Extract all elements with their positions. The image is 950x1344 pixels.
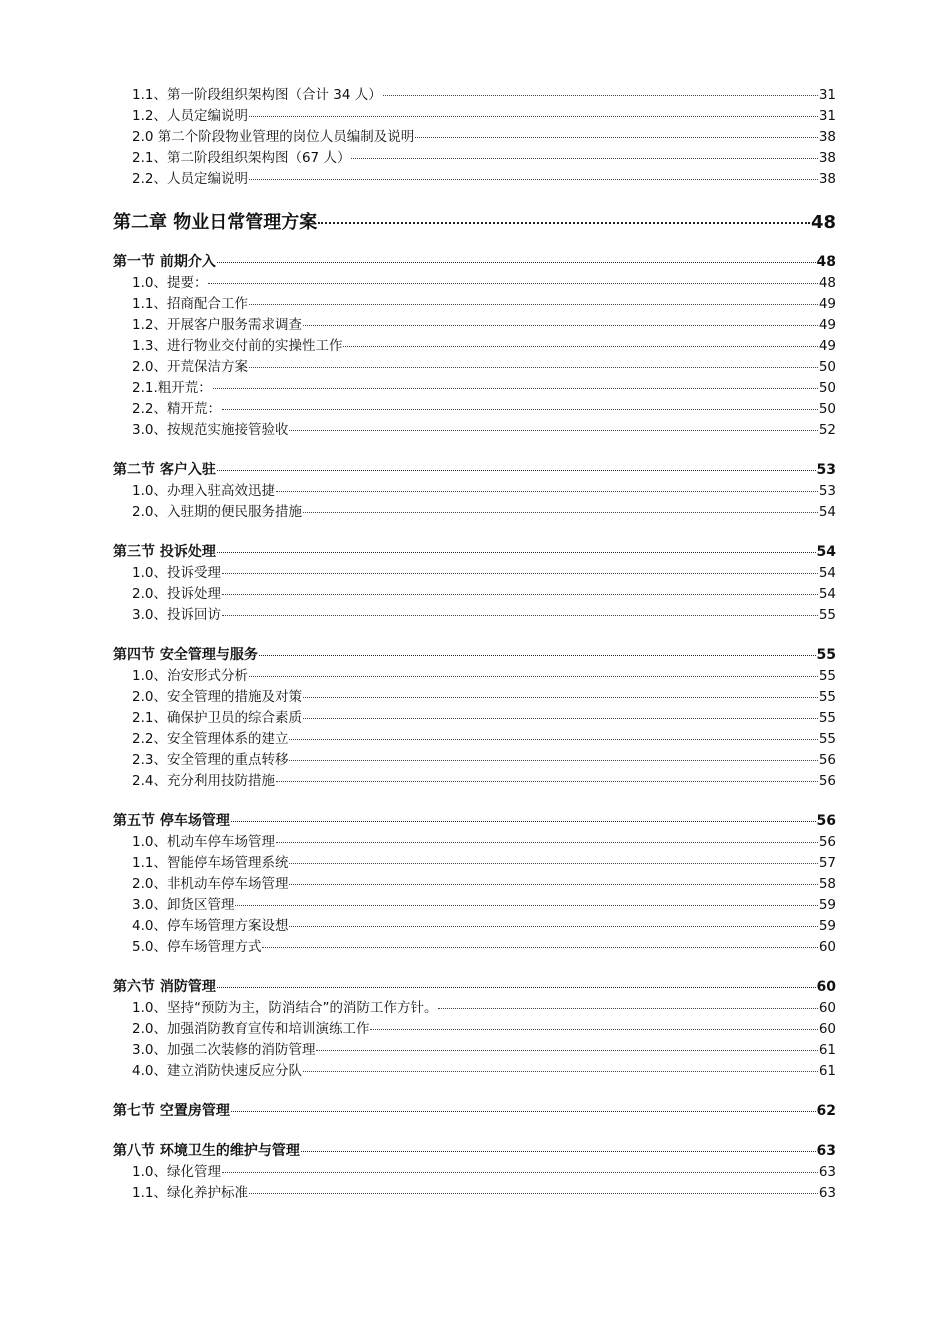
- toc-entry-page-number: 55: [818, 689, 836, 705]
- dot-leader: [438, 1007, 817, 1009]
- toc-entry-page-number: 60: [818, 939, 836, 955]
- toc-entry-label: 1.0、治安形式分析: [132, 668, 248, 684]
- toc-entry-page-number: 56: [818, 752, 836, 768]
- dot-leader: [249, 115, 818, 117]
- toc-entry-label: 2.0、安全管理的措施及对策: [132, 689, 302, 705]
- toc-chapter-entry[interactable]: [113, 208, 836, 238]
- toc-section-entry[interactable]: [113, 252, 836, 273]
- toc-section-entry[interactable]: [113, 1141, 836, 1162]
- dot-leader: [303, 511, 818, 513]
- toc-subentry[interactable]: [113, 1040, 836, 1061]
- toc-entry-page-number: 57: [818, 855, 836, 871]
- dot-leader: [249, 675, 818, 677]
- toc-entry-label: 2.0 第二个阶段物业管理的岗位人员编制及说明: [132, 129, 415, 145]
- toc-entry-label: 2.0、入驻期的便民服务措施: [132, 504, 302, 520]
- toc-entry-page-number: 53: [816, 462, 836, 478]
- toc-subentry[interactable]: [113, 399, 836, 420]
- dot-leader: [415, 136, 818, 138]
- toc-entry-page-number: 48: [816, 254, 836, 270]
- dot-leader: [217, 551, 816, 553]
- dot-leader: [208, 282, 817, 284]
- toc-entry-page-number: 55: [818, 668, 836, 684]
- toc-entry-label: 1.0、投诉受理: [132, 565, 221, 581]
- toc-entry-page-number: 53: [818, 483, 836, 499]
- dot-leader: [259, 654, 816, 656]
- toc-entry-label: 第六节 消防管理: [113, 979, 216, 995]
- dot-leader: [222, 593, 818, 595]
- toc-subentry[interactable]: [113, 481, 836, 502]
- toc-entry-page-number: 55: [818, 710, 836, 726]
- toc-subentry[interactable]: [113, 750, 836, 771]
- toc-entry-page-number: 38: [818, 129, 836, 145]
- toc-subentry[interactable]: [113, 315, 836, 336]
- toc-entry-page-number: 49: [818, 317, 836, 333]
- dot-leader: [213, 387, 818, 389]
- dot-leader: [249, 303, 818, 305]
- toc-entry-label: 2.1.粗开荒：: [132, 380, 212, 396]
- dot-leader: [303, 717, 818, 719]
- toc-section-entry[interactable]: [113, 811, 836, 832]
- toc-entry-page-number: 50: [818, 401, 836, 417]
- toc-entry-label: 第五节 停车场管理: [113, 813, 230, 829]
- toc-entry-page-number: 60: [818, 1021, 836, 1037]
- toc-entry-label: 第三节 投诉处理: [113, 544, 216, 560]
- dot-leader: [316, 1049, 817, 1051]
- toc-entry-label: 1.0、坚持“预防为主，防消结合”的消防工作方针。: [132, 1000, 438, 1016]
- toc-entry-label: 1.1、智能停车场管理系统: [132, 855, 289, 871]
- toc-subentry[interactable]: [113, 895, 836, 916]
- toc-entry-page-number: 31: [818, 108, 836, 124]
- dot-leader: [276, 841, 818, 843]
- toc-entry-page-number: 48: [818, 275, 836, 291]
- toc-entry-label: 2.1、第二阶段组织架构图（67 人）: [132, 150, 351, 166]
- toc-entry-page-number: 38: [818, 171, 836, 187]
- toc-entry-page-number: 50: [818, 380, 836, 396]
- toc-entry-label: 第八节 环境卫生的维护与管理: [113, 1143, 300, 1159]
- toc-subentry[interactable]: [113, 420, 836, 441]
- dot-leader: [301, 1150, 816, 1152]
- toc-subentry[interactable]: [113, 1183, 836, 1204]
- toc-entry-page-number: 56: [816, 813, 836, 829]
- dot-leader: [249, 1192, 818, 1194]
- dot-leader: [383, 94, 818, 96]
- toc-entry-label: 2.0、非机动车停车场管理: [132, 876, 289, 892]
- toc-entry-page-number: 55: [818, 607, 836, 623]
- toc-entry-label: 1.0、机动车停车场管理: [132, 834, 275, 850]
- dot-leader: [289, 883, 817, 885]
- dot-leader: [217, 261, 816, 263]
- toc-entry-page-number: 59: [818, 897, 836, 913]
- toc-subentry[interactable]: [113, 687, 836, 708]
- dot-leader: [222, 572, 818, 574]
- toc-subentry[interactable]: [113, 874, 836, 895]
- toc-entry-label: 1.0、提要：: [132, 275, 208, 291]
- toc-entry-label: 第二节 客户入驻: [113, 462, 216, 478]
- toc-entry-label: 2.3、安全管理的重点转移: [132, 752, 289, 768]
- toc-section-entry[interactable]: [113, 1101, 836, 1122]
- toc-subentry[interactable]: [113, 357, 836, 378]
- toc-subentry[interactable]: [113, 294, 836, 315]
- dot-leader: [289, 738, 817, 740]
- toc-entry-label: 第四节 安全管理与服务: [113, 647, 258, 663]
- dot-leader: [351, 157, 817, 159]
- toc-entry-page-number: 54: [818, 586, 836, 602]
- toc-section-entry[interactable]: [113, 542, 836, 563]
- dot-leader: [318, 221, 810, 224]
- toc-subentry[interactable]: [113, 729, 836, 750]
- toc-entry-label: 第七节 空置房管理: [113, 1103, 230, 1119]
- toc-entry-page-number: 63: [816, 1143, 836, 1159]
- dot-leader: [276, 780, 818, 782]
- dot-leader: [289, 925, 817, 927]
- dot-leader: [303, 324, 818, 326]
- dot-leader: [289, 429, 817, 431]
- toc-entry-label: 2.2、精开荒：: [132, 401, 221, 417]
- chapter-page-number: 48: [810, 212, 836, 233]
- toc-entry-page-number: 54: [818, 565, 836, 581]
- toc-entry-label: 1.0、办理入驻高效迅捷: [132, 483, 275, 499]
- toc-subentry[interactable]: [113, 1162, 836, 1183]
- toc-entry-page-number: 50: [818, 359, 836, 375]
- toc-entry-page-number: 63: [818, 1185, 836, 1201]
- toc-subentry[interactable]: [113, 584, 836, 605]
- toc-entry-page-number: 55: [818, 731, 836, 747]
- toc-subentry[interactable]: [113, 127, 836, 148]
- toc-entry-label: 2.0、开荒保洁方案: [132, 359, 248, 375]
- toc-subentry[interactable]: [113, 998, 836, 1019]
- toc-entry-page-number: 49: [818, 296, 836, 312]
- dot-leader: [303, 696, 818, 698]
- toc-subentry[interactable]: [113, 605, 836, 626]
- toc-sections: [113, 252, 836, 1204]
- toc-entry-label: 1.1、招商配合工作: [132, 296, 248, 312]
- toc-subentry[interactable]: [113, 378, 836, 399]
- toc-entry-label: 1.3、进行物业交付前的实操性工作: [132, 338, 343, 354]
- dot-leader: [222, 614, 818, 616]
- toc-entry-page-number: 60: [818, 1000, 836, 1016]
- dot-leader: [231, 820, 816, 822]
- toc-entry-page-number: 55: [816, 647, 836, 663]
- toc-subentry[interactable]: [113, 916, 836, 937]
- toc-subentry[interactable]: [113, 853, 836, 874]
- toc-entry-label: 2.2、人员定编说明: [132, 171, 248, 187]
- toc-entry-page-number: 59: [818, 918, 836, 934]
- toc-entry-label: 4.0、停车场管理方案设想: [132, 918, 289, 934]
- toc-entry-label: 2.0、投诉处理: [132, 586, 221, 602]
- toc-entry-page-number: 54: [816, 544, 836, 560]
- toc-subentry[interactable]: [113, 563, 836, 584]
- toc-subentry[interactable]: [113, 169, 836, 190]
- toc-subentry[interactable]: [113, 273, 836, 294]
- toc-entry-label: 2.0、加强消防教育宣传和培训演练工作: [132, 1021, 370, 1037]
- toc-entry-page-number: 61: [818, 1063, 836, 1079]
- dot-leader: [217, 469, 816, 471]
- toc-subentry[interactable]: [113, 502, 836, 523]
- toc-entry-label: 2.1、确保护卫员的综合素质: [132, 710, 302, 726]
- toc-section-entry[interactable]: [113, 645, 836, 666]
- dot-leader: [249, 366, 818, 368]
- toc-subentry[interactable]: [113, 666, 836, 687]
- toc-entry-label: 3.0、按规范实施接管验收: [132, 422, 289, 438]
- toc-section-entry[interactable]: [113, 977, 836, 998]
- toc-subentry[interactable]: [113, 771, 836, 792]
- dot-leader: [370, 1028, 817, 1030]
- toc-entry-page-number: 52: [818, 422, 836, 438]
- dot-leader: [222, 1171, 818, 1173]
- toc-entry-label: 5.0、停车场管理方式: [132, 939, 262, 955]
- toc-entry-page-number: 58: [818, 876, 836, 892]
- toc-subentry[interactable]: [113, 1019, 836, 1040]
- toc-entry-label: 1.1、第一阶段组织架构图（合计 34 人）: [132, 87, 382, 103]
- toc-subentry[interactable]: [113, 148, 836, 169]
- toc-subentry[interactable]: [113, 1061, 836, 1082]
- toc-entry-page-number: 63: [818, 1164, 836, 1180]
- toc-entry-page-number: 49: [818, 338, 836, 354]
- dot-leader: [217, 986, 816, 988]
- toc-subentry[interactable]: [113, 708, 836, 729]
- toc-entry-page-number: 38: [818, 150, 836, 166]
- toc-entry-label: 2.4、充分利用技防措施: [132, 773, 275, 789]
- toc-entry-label: 4.0、建立消防快速反应分队: [132, 1063, 302, 1079]
- dot-leader: [303, 1070, 818, 1072]
- toc-entry-label: 3.0、加强二次装修的消防管理: [132, 1042, 316, 1058]
- toc-entry-page-number: 61: [818, 1042, 836, 1058]
- toc-entry-page-number: 31: [818, 87, 836, 103]
- toc-subentry[interactable]: [113, 832, 836, 853]
- toc-entry-page-number: 60: [816, 979, 836, 995]
- dot-leader: [235, 904, 817, 906]
- toc-entry-label: 2.2、安全管理体系的建立: [132, 731, 289, 747]
- dot-leader: [231, 1110, 816, 1112]
- toc-subentry[interactable]: [113, 336, 836, 357]
- toc-entry-label: 1.0、绿化管理: [132, 1164, 221, 1180]
- chapter-title: 第二章 物业日常管理方案: [113, 212, 318, 233]
- toc-section-entry[interactable]: [113, 460, 836, 481]
- toc-entry-label: 1.1、绿化养护标准: [132, 1185, 248, 1201]
- dot-leader: [249, 178, 818, 180]
- dot-leader: [289, 759, 817, 761]
- dot-leader: [262, 946, 817, 948]
- toc-entry-page-number: 56: [818, 773, 836, 789]
- toc-entry-page-number: 54: [818, 504, 836, 520]
- toc-subentry[interactable]: [113, 106, 836, 127]
- table-of-contents: [113, 85, 836, 1204]
- toc-entry-label: 3.0、卸货区管理: [132, 897, 235, 913]
- toc-entry-label: 第一节 前期介入: [113, 254, 216, 270]
- toc-entry-label: 3.0、投诉回访: [132, 607, 221, 623]
- dot-leader: [343, 345, 817, 347]
- toc-subentry[interactable]: [113, 85, 836, 106]
- toc-entry-page-number: 56: [818, 834, 836, 850]
- toc-pre-items: [113, 85, 836, 190]
- toc-entry-page-number: 62: [816, 1103, 836, 1119]
- dot-leader: [276, 490, 818, 492]
- toc-entry-label: 1.2、人员定编说明: [132, 108, 248, 124]
- dot-leader: [222, 408, 818, 410]
- toc-entry-label: 1.2、开展客户服务需求调查: [132, 317, 302, 333]
- toc-subentry[interactable]: [113, 937, 836, 958]
- dot-leader: [289, 862, 817, 864]
